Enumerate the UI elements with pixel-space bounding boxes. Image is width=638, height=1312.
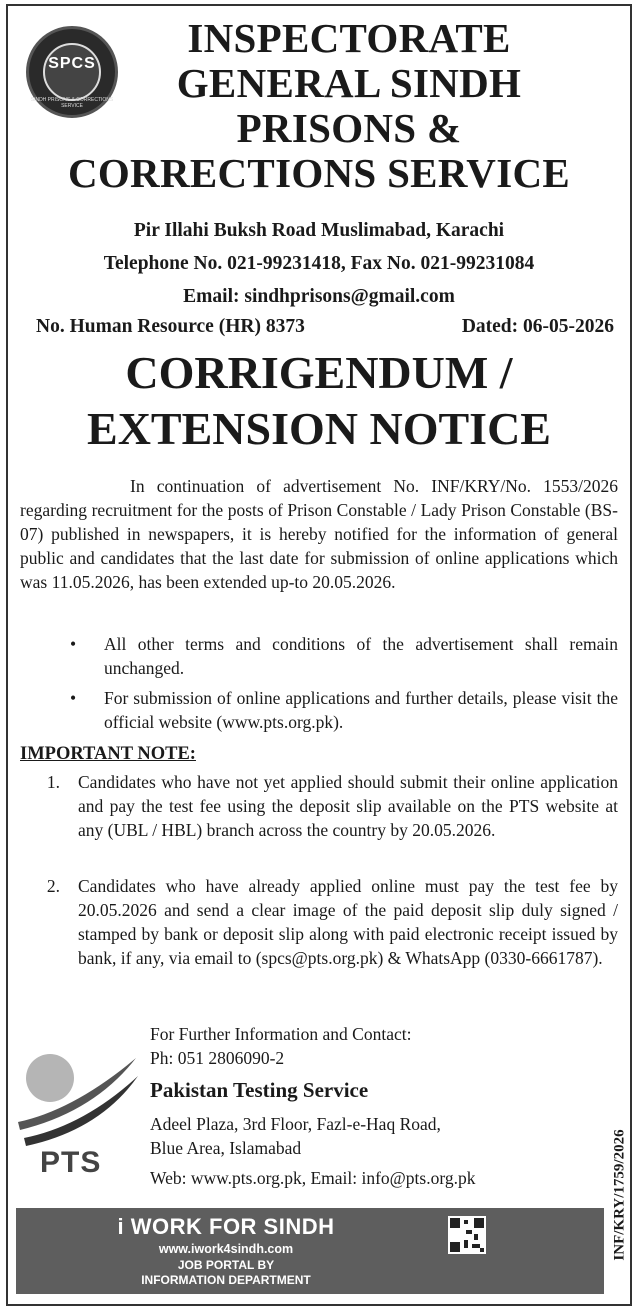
organization-title — [20, 16, 618, 196]
banner-title — [16, 1214, 436, 1240]
qr-code-icon — [448, 1216, 486, 1254]
logo-text: SPCS — [48, 55, 96, 72]
contact-address-2: Blue Area, Islamabad — [150, 1138, 302, 1158]
logo-ring-text: SINDH PRISONS & CORRECTIONS SERVICE — [30, 97, 114, 109]
contact-web-email: Web: www.pts.org.pk, Email: info@pts.org.pk — [150, 1168, 476, 1188]
bullet-text: • For submission of online applications and further details, please visit the official website (www.pts.org.pk). — [70, 686, 618, 734]
reference-line — [36, 316, 614, 338]
important-note-heading: IMPORTANT NOTE: — [20, 744, 196, 764]
item-index: 1. — [46, 772, 60, 792]
pts-logo-text: PTS — [40, 1146, 102, 1179]
email: Email: sindhprisons@gmail.com — [183, 286, 455, 307]
title-line-4: CORRECTIONS SERVICE — [67, 150, 571, 196]
numbered-item — [20, 770, 618, 842]
contact-address-1: Adeel Plaza, 3rd Floor, Fazl-e-Haq Road, — [150, 1114, 441, 1134]
ad-code — [608, 1090, 632, 1300]
address: Pir Illahi Buksh Road Muslimabad, Karachi — [133, 220, 505, 241]
headline-extension-notice: EXTENSION NOTICE — [87, 403, 551, 454]
banner-subtitle-2: INFORMATION DEPARTMENT — [141, 1273, 311, 1287]
banner-title-prefix: i — [117, 1214, 125, 1239]
title-line-1: INSPECTORATE — [187, 15, 511, 61]
banner-subtitle-1: JOB PORTAL BY — [177, 1258, 275, 1272]
bullet-item — [70, 686, 618, 737]
item-text: Candidates who have already applied online must pay the test fee by 20.05.2026 and send a clear image of the paid deposit slip duly signed / stamped by bank or deposit slip along with paid electronic receipt issued by bank, if any, via email to (spcs@pts.org.pk) & WhatsApp (0330-6661787). — [78, 876, 618, 968]
pts-swoosh-icon — [14, 1050, 140, 1150]
contact-phone: Ph: 051 2806090-2 — [150, 1048, 285, 1068]
title-line-3: PRISONS & — [236, 105, 462, 151]
bullet-text: • All other terms and conditions of the advertisement shall remain unchanged. — [70, 632, 618, 680]
headline-corrigendum: CORRIGENDUM / — [125, 347, 513, 398]
date: Dated: 06-05-2026 — [461, 316, 614, 337]
contact-organization: Pakistan Testing Service — [150, 1078, 369, 1102]
phone-fax: Telephone No. 021-99231418, Fax No. 021-99231084 — [103, 253, 535, 274]
item-index: 2. — [46, 876, 60, 896]
ad-code-text: INF/KRY/1759/2026 — [611, 1129, 628, 1261]
banner-title-text: WORK FOR SINDH — [130, 1214, 335, 1239]
reference-number: No. Human Resource (HR) 8373 — [36, 316, 305, 337]
iwork4sindh-banner — [16, 1208, 604, 1294]
numbered-item — [20, 874, 618, 970]
title-line-2: GENERAL SINDH — [176, 60, 522, 106]
contact-intro: For Further Information and Contact: — [150, 1024, 412, 1044]
banner-url: www.iwork4sindh.com — [158, 1242, 294, 1256]
item-text: Candidates who have not yet applied should submit their online application and pay the test fee using the deposit slip available on the PTS website at any (UBL / HBL) branch across the country by 20.05.2026. — [78, 772, 618, 840]
bullet-item — [70, 632, 618, 683]
main-paragraph: In continuation of advertisement No. INF/KRY/No. 1553/2026 regarding recruitment for the posts of Prison Constable / Lady Prison Constable (BS-07) published in newspapers, it is hereby notified for the information of general public and candidates that the last date for submission of online applications which was 11.05.2026, has been extended up-to 20.05.2026. — [20, 476, 618, 592]
